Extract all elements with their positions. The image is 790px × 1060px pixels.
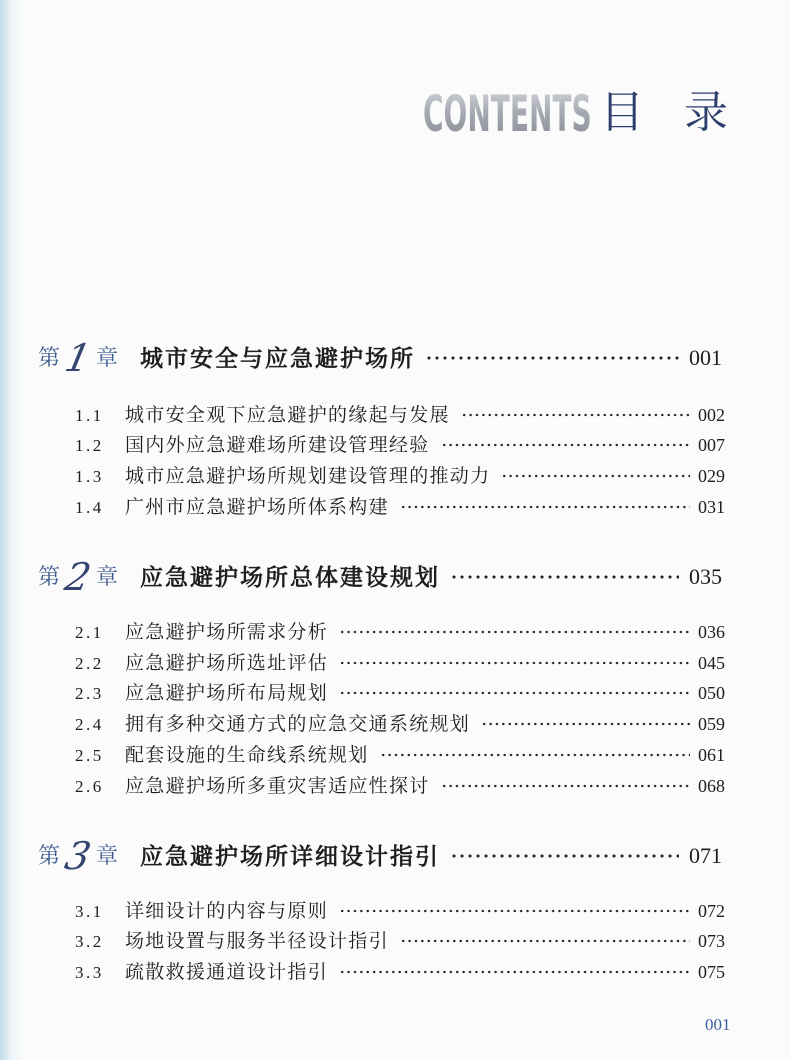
section-title: 详细设计的内容与原则 (125, 900, 329, 922)
section-row (75, 740, 725, 770)
footer-page-number: 001 (705, 1015, 731, 1034)
section-row (75, 678, 725, 708)
dot-leader (425, 354, 679, 362)
dot-leader (450, 852, 679, 860)
section-number: 2.6 (75, 776, 104, 796)
chapter-2-heading (38, 555, 722, 599)
chapter-3-heading (38, 834, 722, 878)
section-number: 3.2 (75, 931, 104, 951)
section-number: 3.3 (75, 962, 104, 982)
section-row (75, 648, 725, 678)
section-title: 广州市应急避护场所体系构建 (125, 496, 389, 518)
section-row (75, 926, 725, 956)
chapter-1-heading (38, 336, 722, 380)
dot-leader (339, 690, 690, 696)
dot-leader (441, 783, 690, 789)
section-row (75, 461, 725, 491)
chapter-number: 3 (61, 834, 95, 878)
section-page-number: 029 (698, 466, 725, 486)
section-number: 3.1 (75, 901, 104, 921)
chapter-title: 城市安全与应急避护场所 (140, 345, 415, 371)
section-title: 城市安全观下应急避护的缘起与发展 (125, 404, 450, 426)
section-page-number: 073 (698, 931, 725, 951)
section-title: 疏散救援通道设计指引 (125, 961, 329, 983)
section-title: 应急避护场所选址评估 (125, 652, 329, 674)
chapter-title: 应急避护场所总体建设规划 (140, 564, 440, 590)
section-title: 应急避护场所需求分析 (125, 621, 329, 643)
section-title: 应急避护场所多重灾害适应性探讨 (125, 775, 430, 797)
section-page-number: 031 (698, 497, 725, 517)
section-row (75, 957, 725, 987)
dot-leader (380, 752, 690, 758)
dot-leader (339, 908, 690, 914)
section-number: 2.4 (75, 714, 104, 734)
toc-title: 目 录 (600, 87, 728, 138)
section-page-number: 059 (698, 714, 725, 734)
section-title: 应急避护场所布局规划 (125, 682, 329, 704)
section-row (75, 430, 725, 460)
section-row (75, 771, 725, 801)
dot-leader (481, 721, 690, 727)
section-number: 1.2 (75, 435, 104, 455)
section-title: 城市应急避护场所规划建设管理的推动力 (125, 465, 491, 487)
section-page-number: 075 (698, 962, 725, 982)
chapter-page-number: 071 (689, 843, 722, 868)
chapter-prefix: 第 (38, 843, 61, 868)
section-number: 2.5 (75, 745, 104, 765)
dot-leader (400, 938, 690, 944)
section-number: 1.4 (75, 497, 104, 517)
section-page-number: 036 (698, 622, 725, 642)
chapter-page-number: 035 (689, 564, 722, 589)
chapter-prefix: 第 (38, 345, 61, 370)
chapter-suffix: 章 (96, 843, 119, 868)
section-page-number: 072 (698, 901, 725, 921)
chapter-suffix: 章 (96, 564, 119, 589)
chapter-page-number: 001 (689, 345, 722, 370)
chapter-suffix: 章 (96, 345, 119, 370)
section-title: 配套设施的生命线系统规划 (125, 744, 369, 766)
section-row (75, 492, 725, 522)
section-page-number: 050 (698, 683, 725, 703)
section-page-number: 068 (698, 776, 725, 796)
dot-leader (450, 573, 679, 581)
section-row (75, 709, 725, 739)
section-page-number: 002 (698, 405, 725, 425)
section-title: 场地设置与服务半径设计指引 (125, 930, 389, 952)
section-number: 2.1 (75, 622, 104, 642)
section-title: 拥有多种交通方式的应急交通系统规划 (125, 713, 471, 735)
section-title: 国内外应急避难场所建设管理经验 (125, 434, 430, 456)
section-row (75, 400, 725, 430)
section-row (75, 617, 725, 647)
section-number: 1.1 (75, 405, 104, 425)
dot-leader (501, 473, 690, 479)
section-number: 1.3 (75, 466, 104, 486)
chapter-label (38, 834, 140, 878)
dot-leader (441, 442, 690, 448)
dot-leader (339, 629, 690, 635)
chapter-prefix: 第 (38, 564, 61, 589)
section-page-number: 061 (698, 745, 725, 765)
section-row (75, 896, 725, 926)
dot-leader (339, 660, 690, 666)
dot-leader (339, 969, 690, 975)
dot-leader (461, 412, 690, 418)
chapter-label (38, 555, 140, 599)
dot-leader (400, 504, 690, 510)
chapter-number: 2 (61, 555, 95, 599)
section-number: 2.3 (75, 683, 104, 703)
contents-label: CONTENTS (423, 85, 592, 143)
section-page-number: 045 (698, 653, 725, 673)
chapter-title: 应急避护场所详细设计指引 (140, 843, 440, 869)
section-number: 2.2 (75, 653, 104, 673)
section-page-number: 007 (698, 435, 725, 455)
chapter-number: 1 (61, 336, 95, 380)
chapter-label (38, 336, 140, 380)
